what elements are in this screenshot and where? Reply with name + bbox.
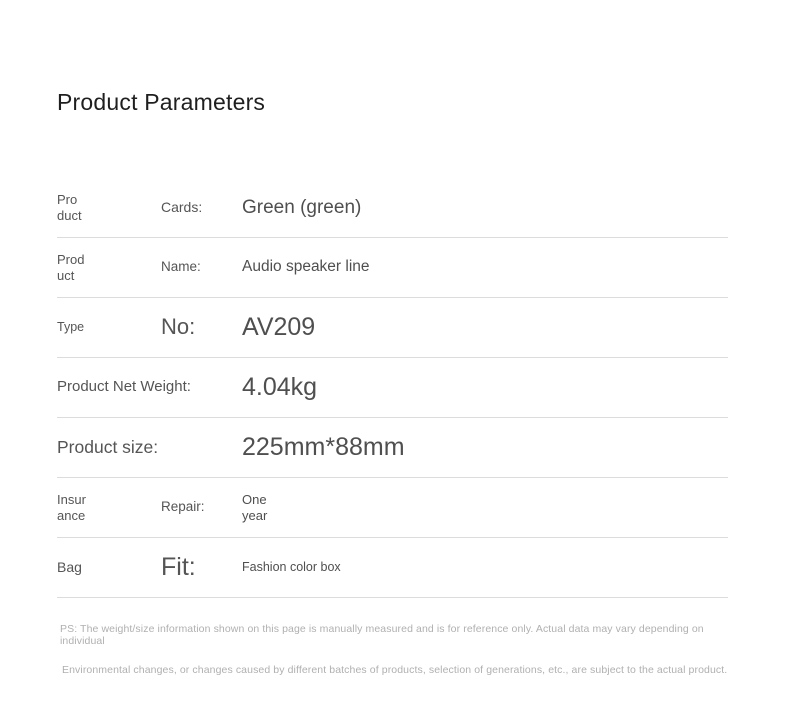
table-row-type-no (57, 298, 728, 358)
param-key: Name: (161, 259, 201, 275)
param-name: Type (57, 319, 85, 334)
param-key: Repair: (161, 499, 205, 515)
table-row-name (57, 238, 728, 298)
param-key: Fit: (161, 553, 196, 582)
param-name: Bag (57, 558, 82, 575)
param-value: 225mm*88mm (242, 433, 405, 462)
disclaimer-line-1: PS: The weight/size information shown on this page is manually measured and is for reference only. Actual data may vary depending on individual (60, 623, 704, 647)
param-value: Green (green) (242, 196, 362, 218)
param-key: No: (161, 314, 196, 340)
table-row-net-weight (57, 358, 728, 418)
table-row-insurance (57, 478, 728, 538)
param-value: Fashion color box (242, 559, 341, 574)
table-row-bag-fit (57, 538, 728, 598)
param-name: Prod uct (57, 251, 85, 283)
param-name: Pro duct (57, 191, 82, 223)
disclaimer-line-2: Environmental changes, or changes caused by different batches of products, selection of generations, etc., are subject to the actual product. (62, 664, 728, 676)
param-name: Insur ance (57, 491, 86, 523)
param-value: One year (242, 491, 268, 523)
param-value: 4.04kg (242, 373, 318, 402)
disclaimer (57, 623, 728, 676)
page-title: Product Parameters (57, 89, 266, 115)
param-value: Audio speaker line (242, 258, 370, 276)
table-row-product-size (57, 418, 728, 478)
param-value: AV209 (242, 313, 316, 342)
param-name: Product Net Weight: (57, 378, 191, 396)
content-column (57, 0, 728, 676)
table-row-cards (57, 178, 728, 238)
param-name: Product size: (57, 436, 159, 457)
parameters-table (57, 178, 728, 598)
param-key: Cards: (161, 198, 203, 215)
